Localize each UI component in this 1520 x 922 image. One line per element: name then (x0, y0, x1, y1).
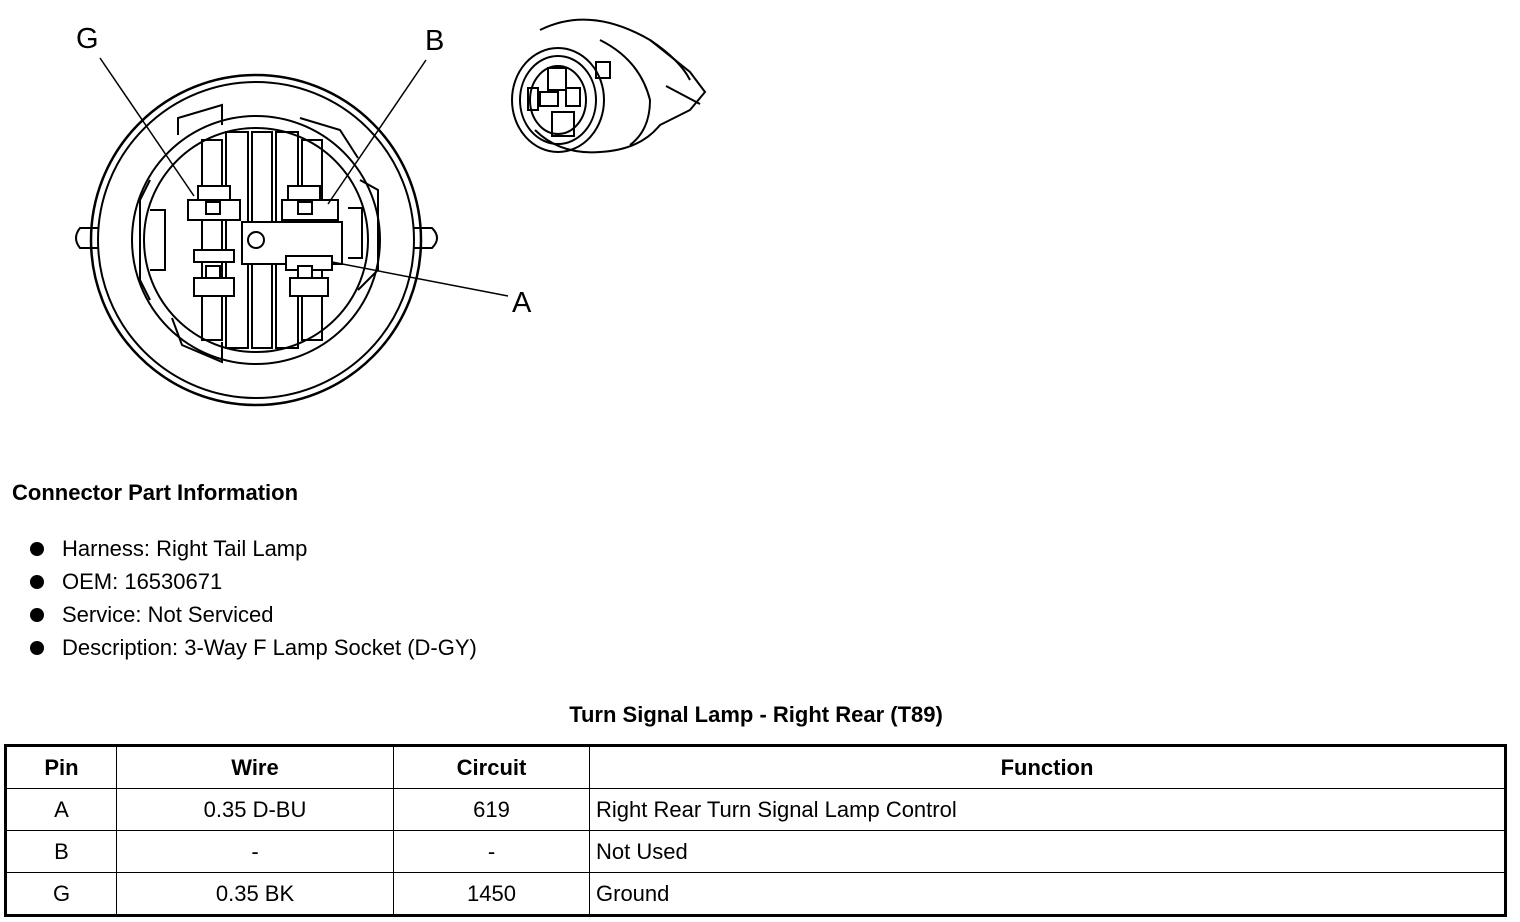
pin-cell: A (6, 789, 117, 831)
wire-cell: - (117, 831, 394, 873)
pin-label-b: B (425, 25, 445, 57)
list-item (30, 631, 477, 664)
bullet-icon (30, 542, 44, 556)
circuit-cell: 1450 (394, 873, 590, 916)
bullet-icon (30, 641, 44, 655)
connector-info-list (30, 532, 477, 664)
list-item (30, 598, 477, 631)
list-item (30, 532, 477, 565)
table-row (6, 831, 1506, 873)
list-item (30, 565, 477, 598)
oem-info: OEM: 16530671 (62, 568, 223, 594)
wire-cell: 0.35 D-BU (117, 789, 394, 831)
function-cell: Not Used (590, 831, 1506, 873)
function-cell: Ground (590, 873, 1506, 916)
column-header-function: Function (590, 746, 1506, 789)
pin-label-g: G (76, 23, 99, 55)
description-info: Description: 3-Way F Lamp Socket (D-GY) (62, 634, 477, 660)
column-header-pin: Pin (6, 746, 117, 789)
table-row (6, 789, 1506, 831)
service-info: Service: Not Serviced (62, 601, 274, 627)
table-header-row (6, 746, 1506, 789)
connector-info-heading: Connector Part Information (12, 480, 299, 505)
table-row (6, 873, 1506, 916)
connector-diagram (0, 0, 720, 420)
table-title: Turn Signal Lamp - Right Rear (T89) (569, 702, 943, 727)
pin-cell: G (6, 873, 117, 916)
circuit-cell: - (394, 831, 590, 873)
function-cell: Right Rear Turn Signal Lamp Control (590, 789, 1506, 831)
wire-cell: 0.35 BK (117, 873, 394, 916)
circuit-cell: 619 (394, 789, 590, 831)
pin-table (4, 744, 1507, 917)
pin-label-a: A (512, 287, 532, 319)
pin-cell: B (6, 831, 117, 873)
connector-perspective-illustration (512, 20, 705, 153)
bullet-icon (30, 608, 44, 622)
harness-info: Harness: Right Tail Lamp (62, 535, 308, 561)
column-header-circuit: Circuit (394, 746, 590, 789)
column-header-wire: Wire (117, 746, 394, 789)
bullet-icon (30, 575, 44, 589)
